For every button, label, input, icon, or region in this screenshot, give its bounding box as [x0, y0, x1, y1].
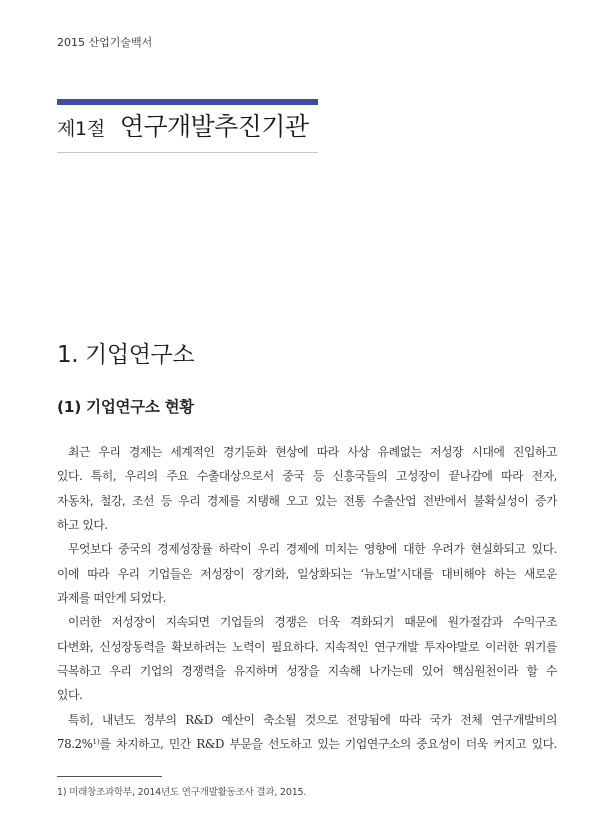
body-line: [57, 732, 557, 756]
section-title-block: [57, 110, 319, 146]
body-line: 특히, 내년도 정부의 R&D 예산이 축소될 것으로 전망됨에 따라 국가 전체 연구개발비의: [68, 712, 557, 727]
body-line: 이러한 저성장이 지속되면 기업들의 경쟁은 더욱 격화되기 때문에 원가절감과 수익구조: [68, 615, 557, 630]
footnote-rule: [57, 776, 162, 777]
paragraph: [57, 440, 557, 537]
section-title-rule: [57, 152, 318, 153]
body-text: [57, 440, 557, 756]
section-number: 제1절: [57, 118, 105, 140]
chapter-heading: 1. 기업연구소: [57, 342, 195, 368]
section-title: 연구개발추진기관: [119, 112, 309, 141]
body-line: 과제를 떠안게 되었다.: [57, 590, 167, 605]
body-line: 있다. 특히, 우리의 주요 수출대상으로서 중국 등 신흥국들의 고성장이 끝나감에 따라 전자,: [57, 469, 557, 484]
paragraph: [57, 610, 557, 707]
footnote-text: 1) 미래창조과학부, 2014년도 연구개발활동조사 결과, 2015.: [57, 787, 307, 798]
section-accent-bar: [57, 99, 318, 105]
paragraph: [57, 708, 557, 757]
subsection-heading: (1) 기업연구소 현황: [57, 398, 194, 416]
body-line: 무엇보다 중국의 경제성장률 하락이 우리 경제에 미치는 영향에 대한 우려가 현실화되고 있다.: [68, 542, 557, 557]
body-line: 극복하고 우리 기업의 경쟁력을 유지하며 성장을 지속해 나가는데 있어 핵심원천이라 할 수: [57, 663, 557, 678]
body-line-text: 를 차지하고, 민간 R&D 부문을 선도하고 있는 기업연구소의 중요성이 더욱 커지고 있다.: [99, 736, 557, 751]
body-line: 최근 우리 경제는 세계적인 경기둔화 현상에 따라 사상 유례없는 저성장 시대에 진입하고: [68, 445, 557, 459]
body-line: 하고 있다.: [57, 517, 108, 532]
body-line-text: 78.2%: [57, 736, 93, 751]
paragraph: [57, 537, 557, 610]
body-line: 있다.: [57, 688, 83, 703]
body-line: 자동차, 철강, 조선 등 우리 경제를 지탱해 오고 있는 전통 수출산업 전반에서 불확실성이 증가: [57, 493, 557, 508]
footnote-reference: 1): [92, 737, 100, 746]
body-line: 다변화, 신성장동력을 확보하려는 노력이 필요하다. 지속적인 연구개발 투자야말로 이러한 위기를: [57, 639, 557, 654]
body-line: 이에 따라 우리 기업들은 저성장이 장기화, 일상화되는 ‘뉴노멀’시대를 대비해야 하는 새로운: [57, 566, 557, 581]
running-header: 2015 산업기술백서: [57, 36, 153, 49]
